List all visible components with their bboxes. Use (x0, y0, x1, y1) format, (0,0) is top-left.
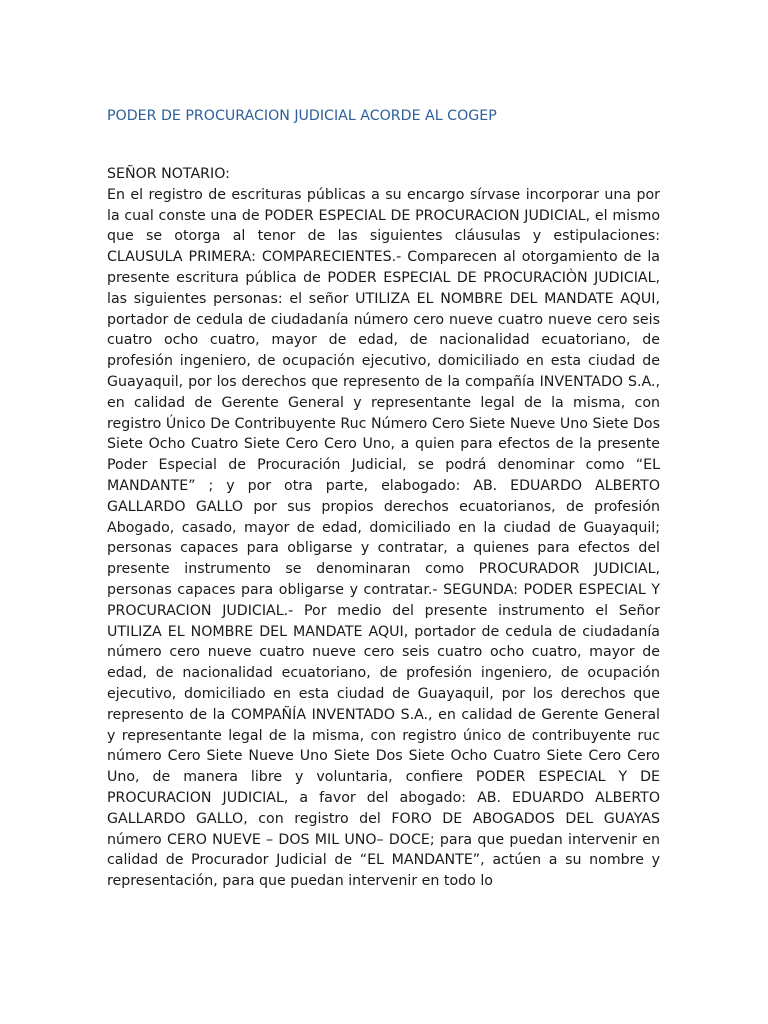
salutation: SEÑOR NOTARIO: (107, 166, 230, 182)
document-title: PODER DE PROCURACION JUDICIAL ACORDE AL COGEP (107, 108, 497, 124)
body-paragraph: En el registro de escrituras públicas a su encargo sírvase incorporar una por la cual conste una de PODER ESPECIAL DE PROCURACION JUDICIAL, el mismo que se otorga al tenor de las siguientes cláusulas y estipulaciones: CLAUSULA PRIMERA: COMPARECIENTES.- Comparecen al otorgamiento de la presente escritura pública de PODER ESPECIAL DE PROCURACIÒN JUDICIAL, las siguientes personas: el señor UTILIZA EL NOMBRE DEL MANDATE AQUI, portador de cedula de ciudadanía número cero nueve cuatro nueve cero seis cuatro ocho cuatro, mayor de edad, de nacionalidad ecuatoriano, de profesión ingeniero, de ocupación ejecutivo, domiciliado en esta ciudad de Guayaquil, por los derechos que represento de la compañía INVENTADO S.A., en calidad de Gerente General y representante legal de la misma, con registro Único De Contribuyente Ruc Número Cero Siete Nueve Uno Siete Dos Siete Ocho Cuatro Siete Cero Cero Uno, a quien para efectos de la presente Poder Especial de Procuración Judicial, se podrá denominar como “EL MANDANTE” ; y por otra parte, elabogado: AB. EDUARDO ALBERTO GALLARDO GALLO por sus propios derechos ecuatorianos, de profesión Abogado, casado, mayor de edad, domiciliado en la ciudad de Guayaquil; personas capaces para obligarse y contratar, a quienes para efectos del presente instrumento se denominaran como PROCURADOR JUDICIAL, personas capaces para obligarse y contratar.- SEGUNDA: PODER ESPECIAL Y PROCURACION JUDICIAL.- Por medio del presente instrumento el Señor UTILIZA EL NOMBRE DEL MANDATE AQUI, portador de cedula de ciudadanía número cero nueve cuatro nueve cero seis cuatro ocho cuatro, mayor de edad, de nacionalidad ecuatoriano, de profesión ingeniero, de ocupación ejecutivo, domiciliado en esta ciudad de Guayaquil, por los derechos que represento de la COMPAÑÍA INVENTADO S.A., en calidad de Gerente General y representante legal de la misma, con registro único de contribuyente ruc número Cero Siete Nueve Uno Siete Dos Siete Ocho Cuatro Siete Cero Cero Uno, de manera libre y voluntaria, confiere PODER ESPECIAL Y DE PROCURACION JUDICIAL, a favor del abogado: AB. EDUARDO ALBERTO GALLARDO GALLO, con registro del FORO DE ABOGADOS DEL GUAYAS número CERO NUEVE – DOS MIL UNO– DOCE; para que puedan intervenir en calidad de Procurador Judicial de “EL MANDANTE”, actúen a su nombre y representación, para que puedan intervenir en todo lo (107, 186, 660, 890)
document-page (107, 106, 660, 892)
